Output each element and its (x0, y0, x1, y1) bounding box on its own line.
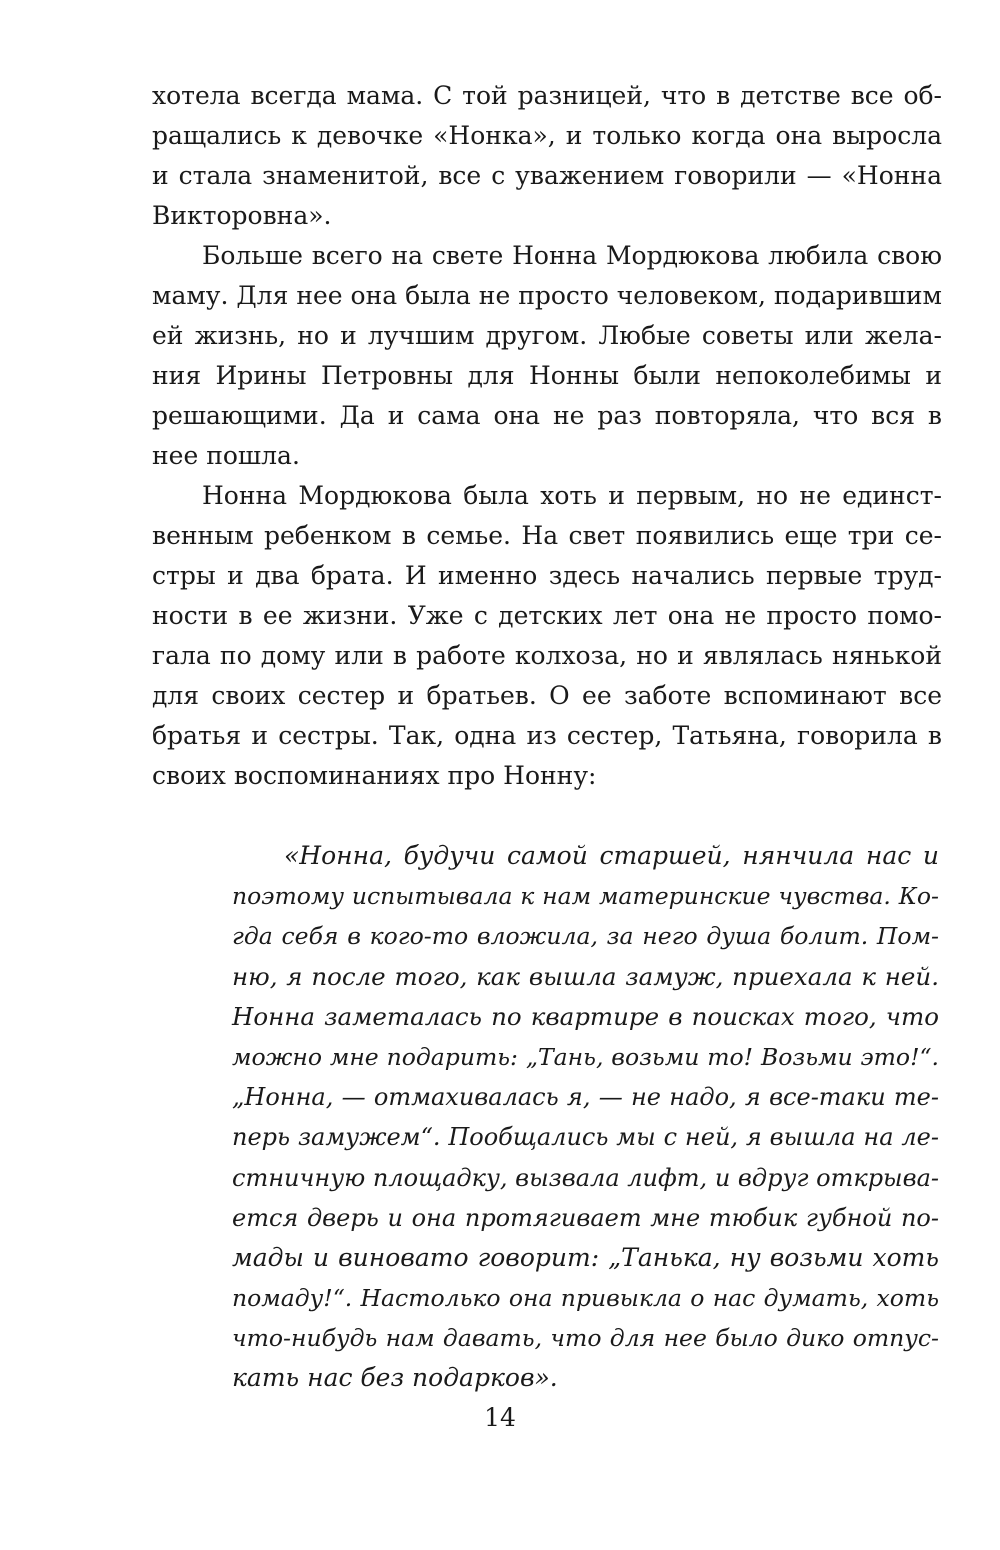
text-line: решающими. Да и сама она не раз повторяла, что вся в (152, 401, 942, 430)
paragraph-first-line: Нонна Мордюкова была хоть и первым, но не единст- (202, 481, 942, 510)
text-line: нее пошла. (152, 441, 300, 470)
text-line: маму. Для нее она была не просто человеком, подарившим (152, 281, 942, 310)
text-line: хотела всегда мама. С той разницей, что в детстве все об- (152, 81, 942, 110)
quote-line: перь замужем“. Пообщались мы с ней, я вышла на ле- (232, 1123, 939, 1152)
quote-line: что-нибудь нам давать, что для нее было дико отпус- (232, 1324, 939, 1353)
text-line: и стала знаменитой, все с уважением говорили — «Нонна (152, 161, 942, 190)
text-line: стры и два брата. И именно здесь начались первые труд- (152, 561, 942, 590)
text-line: гала по дому или в работе колхоза, но и являлась нянькой (152, 641, 942, 670)
text-line: ности в ее жизни. Уже с детских лет она не просто помо- (152, 601, 942, 630)
quote-line: кать нас без подарков». (232, 1363, 558, 1393)
quote-line: „Нонна, — отмахивалась я, — не надо, я все-таки те- (232, 1083, 939, 1112)
quote-line: стничную площадку, вызвала лифт, и вдруг открыва- (232, 1163, 939, 1192)
text-line: своих воспоминаниях про Нонну: (152, 761, 597, 790)
quote-line: можно мне подарить: „Тань, возьми то! Возьми это!“. (232, 1042, 939, 1071)
quote-line: помаду!“. Настолько она привыкла о нас думать, хоть (232, 1284, 939, 1313)
text-line: Викторовна». (152, 201, 332, 230)
quotation-block (232, 836, 939, 1399)
quote-line: ню, я после того, как вышла замуж, приехала к ней. (232, 961, 939, 991)
quote-line: «Нонна, будучи самой старшей, нянчила нас и (284, 841, 939, 870)
text-line: ния Ирины Петровны для Нонны были непоколебимы и (152, 361, 942, 390)
quote-line: ется дверь и она протягивает мне тюбик губной по- (232, 1203, 939, 1232)
text-line: ращались к девочке «Нонка», и только когда она выросла (152, 121, 942, 150)
text-line: для своих сестер и братьев. О ее заботе вспоминают все (152, 681, 942, 710)
quote-line: гда себя в кого-то вложила, за него душа болит. Пом- (232, 922, 939, 951)
paragraph-first-line: Больше всего на свете Нонна Мордюкова любила свою (202, 241, 942, 270)
text-line: ей жизнь, но и лучшим другом. Любые советы или жела- (152, 321, 942, 350)
quote-line: мады и виновато говорит: „Танька, ну возьми хоть (232, 1242, 939, 1272)
body-text (152, 76, 942, 796)
text-line: венным ребенком в семье. На свет появились еще три се- (152, 521, 942, 550)
page-number: 14 (484, 1403, 516, 1432)
text-line: братья и сестры. Так, одна из сестер, Татьяна, говорила в (152, 721, 942, 750)
quote-line: Нонна заметалась по квартире в поисках того, что (232, 1001, 939, 1031)
quote-line: поэтому испытывала к нам материнские чувства. Ко- (232, 882, 939, 911)
